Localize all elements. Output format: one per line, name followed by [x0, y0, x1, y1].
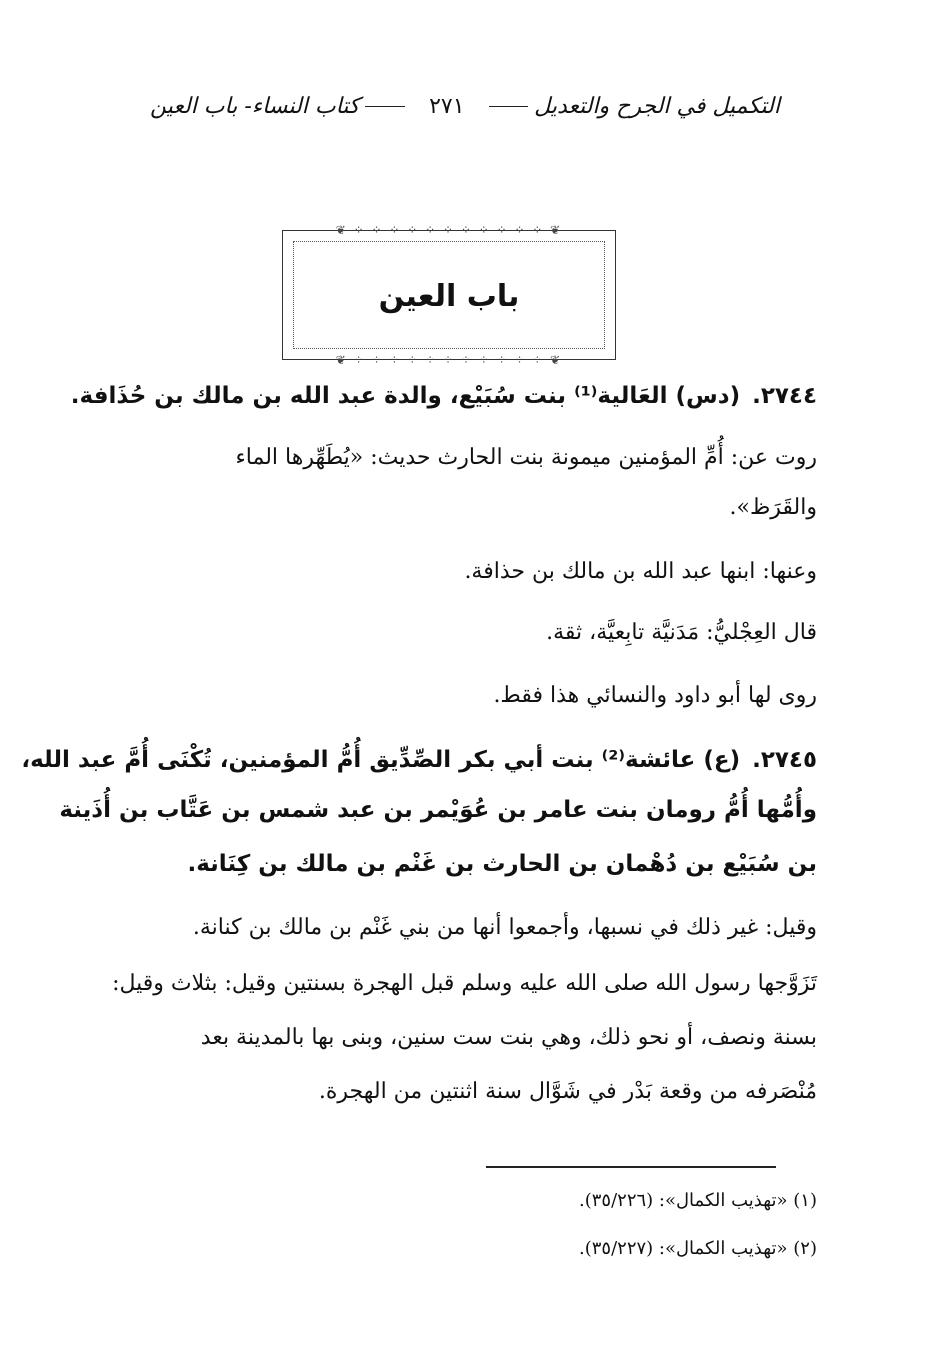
header-dash: [489, 106, 529, 107]
body-line: روت عن: أُمِّ المؤمنين ميمونة بنت الحارث حديث: «يُطَهِّرها الماء: [235, 445, 817, 470]
chapter-title: باب العين: [378, 279, 520, 314]
entry-heading-text: (دس) العَالية⁽¹⁾ بنت سُبَيْع، والدة عبد الله بن مالك بن حُذَافة.: [70, 383, 741, 409]
entry-heading-text: (ع) عائشة⁽²⁾ بنت أبي بكر الصِّدِّيق أُمُّ المؤمنين، تُكْنَى أُمَّ عبد الله،: [21, 747, 741, 773]
chapter-title-frame: [282, 223, 616, 367]
body-line: روى لها أبو داود والنسائي هذا فقط.: [493, 683, 817, 708]
body-line: قال العِجْليُّ: مَدَنيَّة تابِعيَّة، ثقة.: [546, 620, 817, 645]
entry-number: ٢٧٤٥.: [752, 747, 817, 773]
footnote-separator: [486, 1166, 776, 1168]
body-line: والقَرَظ».: [729, 495, 817, 520]
body-line: مُنْصَرفه من وقعة بَدْر في شَوَّال سنة اثنتين من الهجرة.: [318, 1079, 817, 1104]
entry-2745-heading: [21, 732, 817, 788]
running-header-section: كتاب النساء- باب العين: [150, 93, 360, 119]
body-line: وعنها: ابنها عبد الله بن مالك بن حذافة.: [464, 559, 817, 584]
running-header: [150, 86, 780, 126]
entry-heading-line: بن سُبَيْع بن دُهْمان بن الحارث بن غَنْم بن مالك بن كِنَانة.: [187, 851, 817, 877]
body-line: تَزَوَّجها رسول الله صلى الله عليه وسلم قبل الهجرة بسنتين وقيل: بثلاث وقيل:: [112, 971, 817, 996]
entry-2744-heading: [71, 368, 817, 424]
body-line: وقيل: غير ذلك في نسبها، وأجمعوا أنها من بني غَنْم بن مالك بن كنانة.: [192, 915, 817, 940]
entry-number: ٢٧٤٤.: [752, 383, 817, 409]
entry-heading-line: وأُمُّها أُمُّ رومان بنت عامر بن عُوَيْمر بن عبد شمس بن عَتَّاب بن أُذَينة: [59, 797, 817, 823]
footnote-2: (٢) «تهذيب الكمال»: (٣٥/٢٢٧).: [579, 1238, 817, 1259]
frame-ornament-top: ❦ ⁘ ⁘ ⁘ ⁘ ⁘ ⁘ ⁘ ⁘ ⁘ ⁘ ⁘ ❦: [335, 223, 563, 237]
body-line: بسنة ونصف، أو نحو ذلك، وهي بنت ست سنين، وبنى بها بالمدينة بعد: [200, 1025, 817, 1050]
header-dash: [365, 106, 405, 107]
frame-ornament-bottom: ❦ ⁘ ⁘ ⁘ ⁘ ⁘ ⁘ ⁘ ⁘ ⁘ ⁘ ⁘ ❦: [335, 353, 563, 367]
page-number: ٢٧١: [429, 93, 465, 119]
running-header-book-title: التكميل في الجرح والتعديل: [534, 93, 780, 119]
footnote-1: (١) «تهذيب الكمال»: (٣٥/٢٢٦).: [579, 1190, 817, 1211]
